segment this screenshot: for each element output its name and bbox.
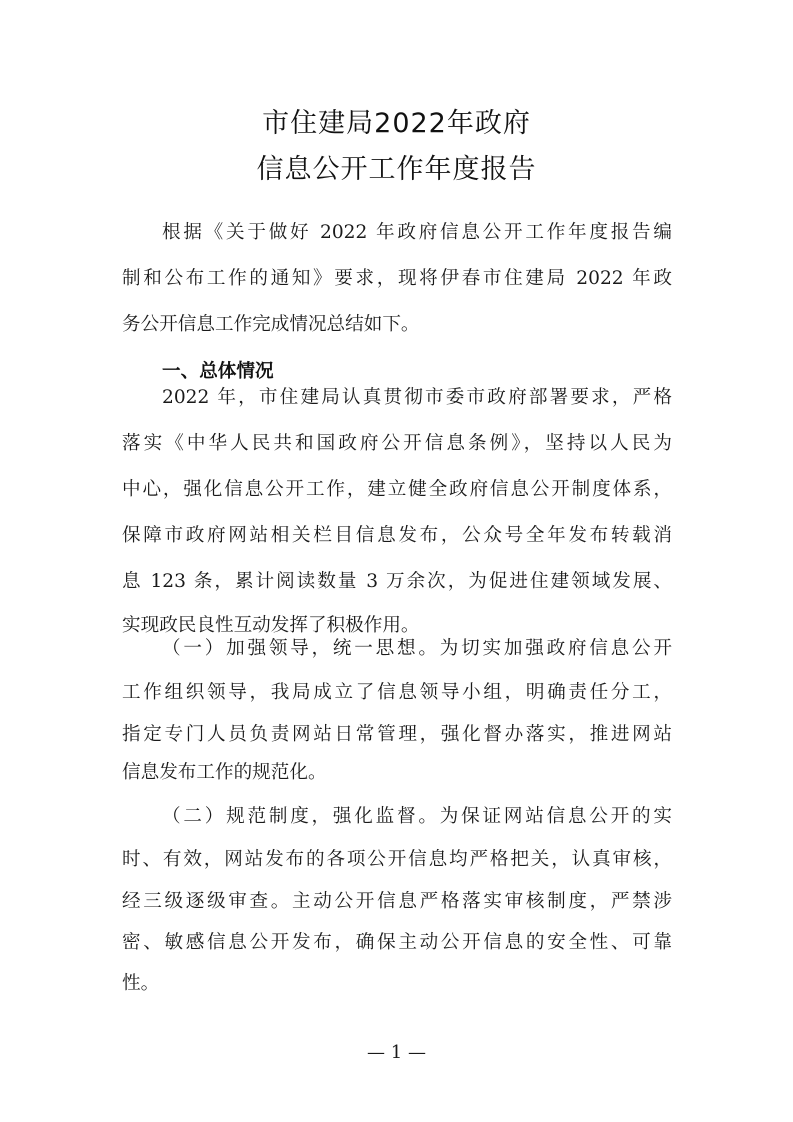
section-1-line-5: 息 123 条，累计阅读数量 3 万余次，为促进住建领域发展、 (122, 571, 672, 592)
section-heading-general: 一、总体情况 (162, 361, 274, 382)
page-number: — 1 — (367, 1042, 426, 1063)
subsection-2-line-1: （二）规范制度，强化监督。为保证网站信息公开的实 (162, 806, 672, 827)
section-1-line-1: 2022 年，市住建局认真贯彻市委市政府部署要求，严格 (162, 387, 672, 408)
subsection-2-line-4: 密、敏感信息公开发布，确保主动公开信息的安全性、可靠 (122, 932, 672, 953)
intro-line-1: 根据《关于做好 2022 年政府信息公开工作年度报告编 (162, 222, 672, 243)
subsection-2-line-2: 时、有效，网站发布的各项公开信息均严格把关，认真审核， (122, 849, 672, 870)
section-1-line-6: 实现政民良性互动发挥了积极作用。 (122, 615, 420, 636)
intro-line-2: 制和公布工作的通知》要求，现将伊春市住建局 2022 年政 (122, 268, 672, 289)
subsection-1-line-2: 工作组织领导，我局成立了信息领导小组，明确责任分工， (122, 682, 672, 703)
subsection-2-line-5: 性。 (122, 973, 160, 994)
document-title-line-1: 市住建局2022年政府 (262, 108, 531, 139)
subsection-2-line-3: 经三级逐级审查。主动公开信息严格落实审核制度，严禁涉 (122, 891, 672, 912)
document-title-line-2: 信息公开工作年度报告 (256, 154, 537, 185)
section-1-line-2: 落实《中华人民共和国政府公开信息条例》，坚持以人民为 (122, 433, 672, 454)
intro-line-3: 务公开信息工作完成情况总结如下。 (122, 314, 420, 335)
subsection-1-line-3: 指定专门人员负责网站日常管理，强化督办落实，推进网站 (122, 724, 672, 745)
section-1-line-3: 中心，强化信息公开工作，建立健全政府信息公开制度体系， (122, 479, 672, 500)
section-1-line-4: 保障市政府网站相关栏目信息发布，公众号全年发布转载消 (122, 525, 672, 546)
subsection-1-line-4: 信息发布工作的规范化。 (122, 762, 327, 783)
subsection-1-line-1: （一）加强领导，统一思想。为切实加强政府信息公开 (162, 638, 672, 659)
